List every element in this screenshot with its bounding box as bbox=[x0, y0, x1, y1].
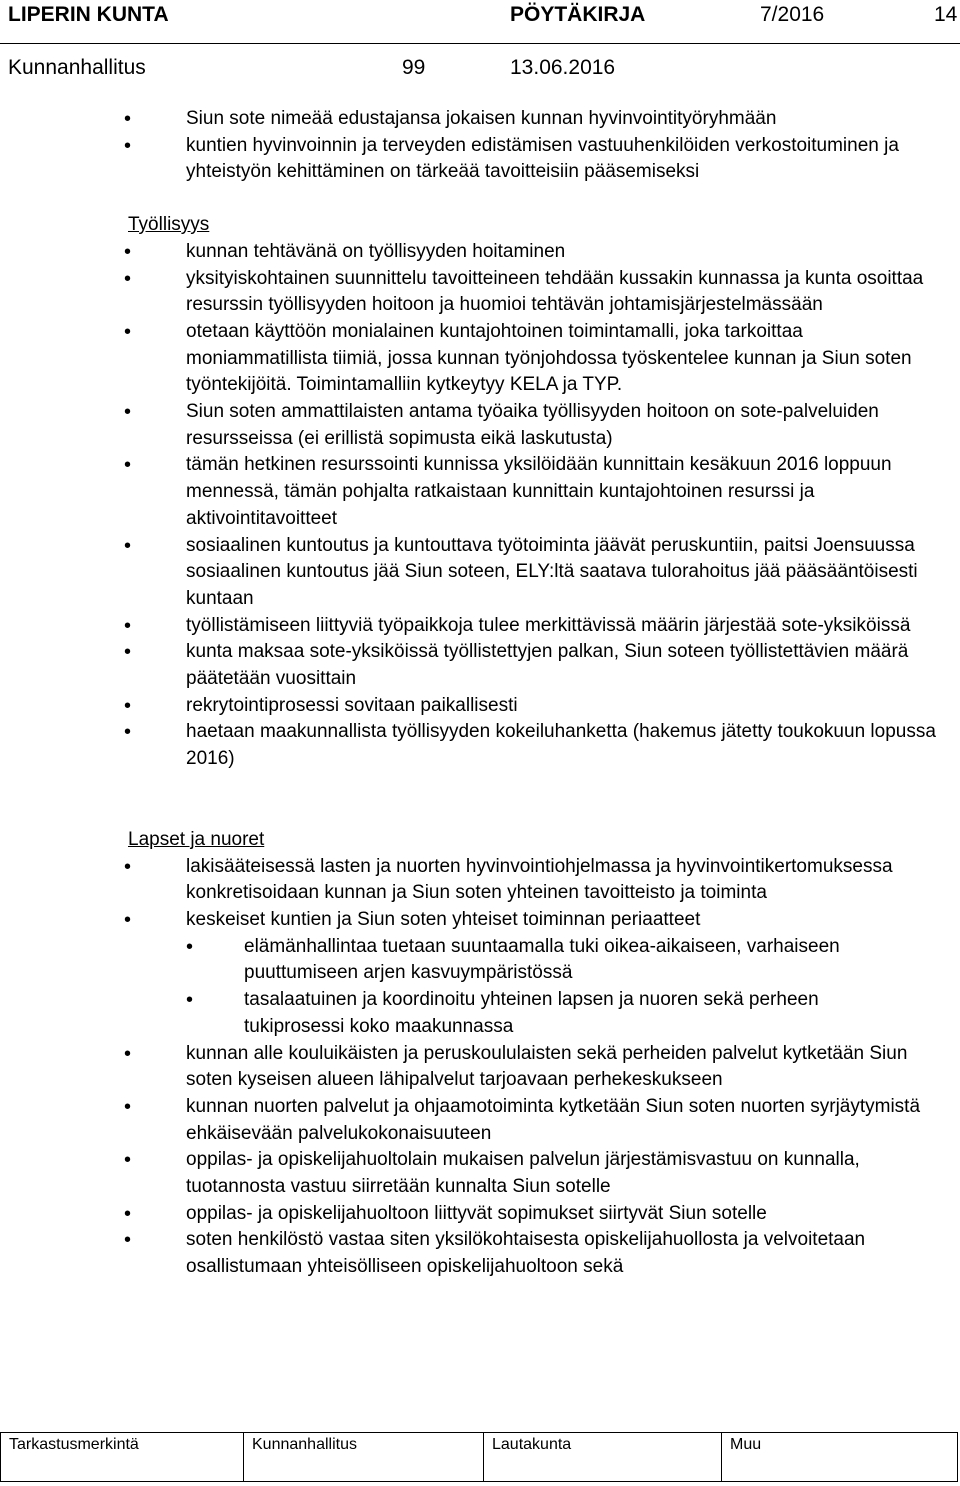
sub-list-item: • tasalaatuinen ja koordinoitu yhteinen lapsen ja nuoren sekä perheen tukiprosessi koko maakunnassa bbox=[0, 987, 940, 1040]
footer-cell-committee: Lautakunta bbox=[483, 1433, 721, 1481]
document-type: PÖYTÄKIRJA bbox=[510, 3, 646, 26]
list-item: • oppilas- ja opiskelijahuoltoon liittyvät sopimukset siirtyvät Siun sotelle bbox=[0, 1201, 960, 1228]
body-name: Kunnanhallitus bbox=[8, 56, 146, 79]
list-item: • yksityiskohtainen suunnittelu tavoitteineen tehdään kussakin kunnassa ja kunta osoittaa resurssin työllisyyden hoitoon ja huomioi tehtävän johtamisjärjestelmässään bbox=[0, 266, 960, 319]
list-item: • lakisääteisessä lasten ja nuorten hyvinvointiohjelmassa ja hyvinvointikertomuksessa konkretisoidaan kunnan ja Siun soten yhteinen tavoitteisto ja toiminta bbox=[0, 854, 960, 907]
list-item: • otetaan käyttöön monialainen kuntajohtoinen toimintamalli, joka tarkoittaa moniammatillista tiimiä, jossa kunnan työnjohdossa työskentelee kunnan ja Siun soten työntekijöitä. Toimintamalliin kytkeytyy KELA ja TYP. bbox=[0, 319, 960, 399]
list-item: • soten henkilöstö vastaa siten yksilökohtaisesta opiskelijahuollosta ja velvoitetaan osallistumaan yhteisölliseen opiskelijahuoltoon sekä bbox=[0, 1227, 960, 1280]
section-heading-children: Lapset ja nuoret bbox=[128, 828, 265, 850]
footer-cell-other: Muu bbox=[721, 1433, 957, 1481]
signature-footer bbox=[0, 1432, 958, 1482]
list-item: • kunta maksaa sote-yksiköissä työllistettyjen palkan, Siun soteen työllistettävien määrä päätetään vuosittain bbox=[0, 639, 960, 692]
list-item: • kunnan nuorten palvelut ja ohjaamotoiminta kytketään Siun soten nuorten syrjäytymistä ehkäisevään palvelukokonaisuuteen bbox=[0, 1094, 960, 1147]
section-number: 99 bbox=[402, 56, 426, 79]
list-item: • rekrytointiprosessi sovitaan paikallisesti bbox=[0, 693, 960, 720]
list-item: • työllistämiseen liittyviä työpaikkoja tulee merkittävissä määrin järjestää sote-yksiköissä bbox=[0, 613, 960, 640]
list-item: • kuntien hyvinvoinnin ja terveyden edistämisen vastuuhenkilöiden verkostoituminen ja yhteistyön kehittäminen on tärkeää tavoitteisiin pääsemiseksi bbox=[0, 133, 960, 186]
list-item: • Siun soten ammattilaisten antama työaika työllisyyden hoitoon on sote-palveluiden resursseissa (ei erillistä sopimusta eikä laskutusta) bbox=[0, 399, 960, 452]
list-item: • oppilas- ja opiskelijahuoltolain mukaisen palvelun järjestämisvastuu on kunnalla, tuotannosta vastuu siirretään kunnalta Siun sotelle bbox=[0, 1147, 960, 1200]
list-item bbox=[0, 907, 960, 1041]
children-sub-list bbox=[0, 934, 940, 1041]
list-item: • kunnan tehtävänä on työllisyyden hoitaminen bbox=[0, 239, 960, 266]
document-body bbox=[0, 106, 960, 1281]
intro-list bbox=[0, 106, 960, 186]
sub-list-item: • elämänhallintaa tuetaan suuntaamalla tuki oikea-aikaiseen, varhaiseen puuttumiseen arjen kasvuympäristössä bbox=[0, 934, 940, 987]
list-item: • tämän hetkinen resurssointi kunnissa yksilöidään kunnittain kesäkuun 2016 loppuun mennessä, tämän pohjalta ratkaistaan kunnittain kuntajohtoinen resurssi ja aktivointitavoitteet bbox=[0, 452, 960, 532]
section-heading-employment: Työllisyys bbox=[128, 214, 210, 236]
header-divider bbox=[0, 43, 960, 44]
children-list bbox=[0, 854, 960, 1281]
list-item: • kunnan alle kouluikäisten ja peruskoululaisten sekä perheiden palvelut kytketään Siun soten kyseisen alueen lähipalvelut tarjoavaan perhekeskukseen bbox=[0, 1041, 960, 1094]
list-item: • sosiaalinen kuntoutus ja kuntouttava työtoiminta jäävät peruskuntiin, paitsi Joensuussa sosiaalinen kuntoutus jää Siun soteen, ELY:ltä saatava tulorahoitus jää pääsääntöisesti kuntaan bbox=[0, 533, 960, 613]
list-item: • Siun sote nimeää edustajansa jokaisen kunnan hyvinvointityöryhmään bbox=[0, 106, 960, 133]
meeting-date: 13.06.2016 bbox=[510, 56, 616, 79]
issue-number: 7/2016 bbox=[760, 3, 825, 26]
footer-cell-board: Kunnanhallitus bbox=[243, 1433, 483, 1481]
page-number: 14 bbox=[934, 3, 958, 26]
list-item: • haetaan maakunnallista työllisyyden kokeiluhanketta (hakemus jätetty toukokuun lopussa 2016) bbox=[0, 719, 960, 772]
municipality-name: LIPERIN KUNTA bbox=[8, 3, 169, 26]
list-item-text: keskeiset kuntien ja Siun soten yhteiset toiminnan periaatteet bbox=[186, 908, 701, 930]
footer-cell-inspection: Tarkastusmerkintä bbox=[9, 1436, 139, 1453]
employment-list bbox=[0, 239, 960, 773]
